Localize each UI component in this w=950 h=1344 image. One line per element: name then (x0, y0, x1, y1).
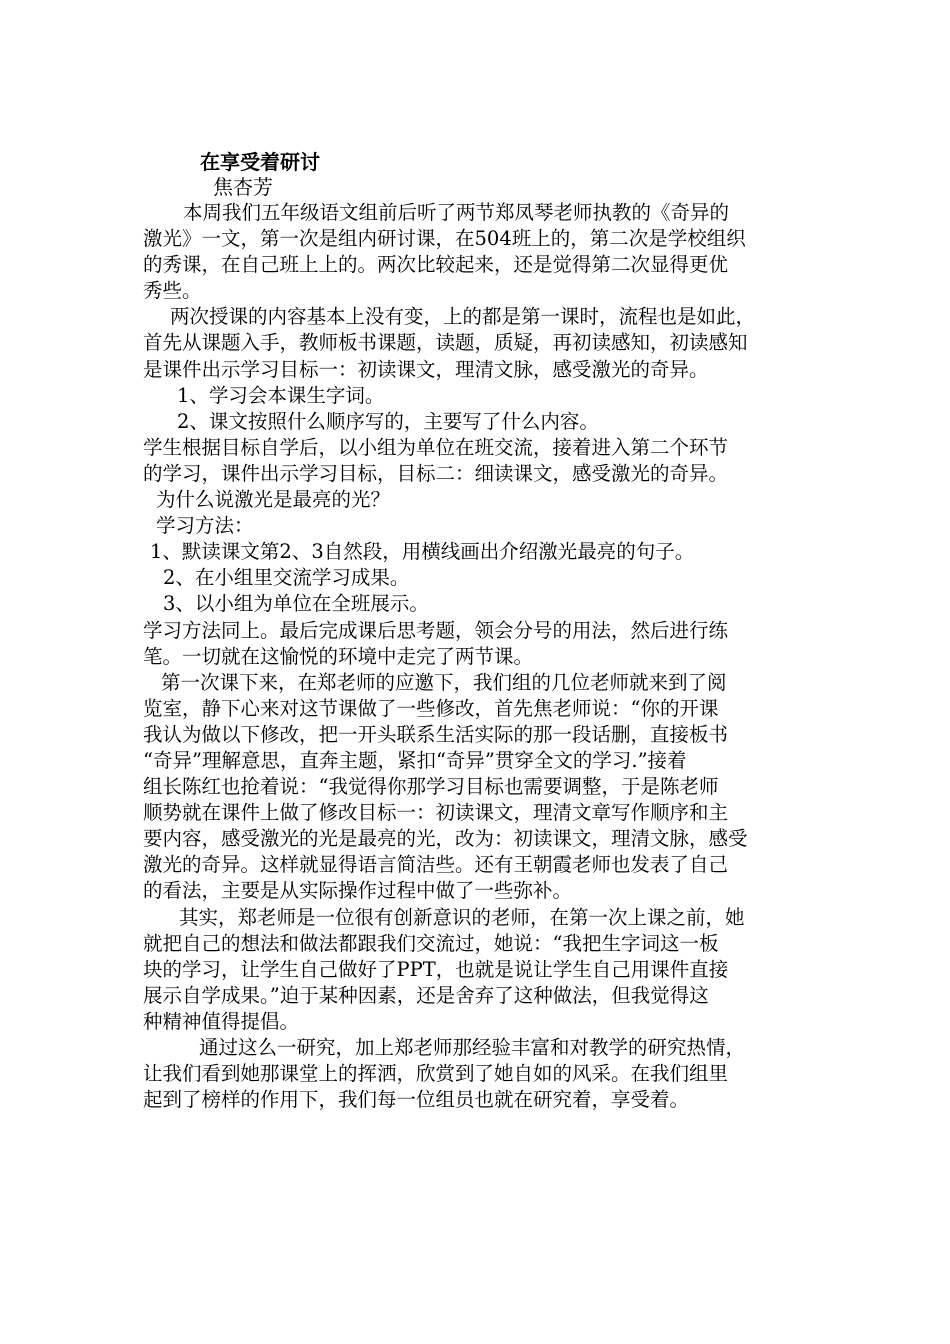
text-line: 两次授课的内容基本上没有变，上的都是第一课时，流程也是如此， (170, 305, 756, 329)
text-line: 秀些。 (143, 279, 202, 303)
text-line: 览室，静下心来对这节课做了一些修改，首先焦老师说：“你的开课 (143, 696, 719, 720)
document-title: 在享受着研讨 (200, 150, 320, 174)
text-line: 块的学习，让学生自己做好了PPT，也就是说让学生自己用课件直接 (143, 957, 729, 981)
text-line: 1、学习会本课生字词。 (177, 383, 385, 407)
text-line: 是课件出示学习目标一：初读课文，理清文脉，感受激光的奇异。 (143, 357, 709, 381)
text-line: 的学习，课件出示学习目标，目标二：细读课文，感受激光的奇异。 (143, 461, 729, 485)
text-line: 种精神值得提倡。 (143, 1009, 300, 1033)
text-line: 的秀课，在自己班上上的。两次比较起来，还是觉得第二次显得更优 (143, 253, 729, 277)
text-line: 要内容，感受激光的光是最亮的光，改为：初读课文，理清文脉，感受 (143, 827, 748, 851)
text-line: 学生根据目标自学后，以小组为单位在班交流，接着进入第二个环节 (143, 435, 729, 459)
text-line: 2、课文按照什么顺序写的，主要写了什么内容。 (177, 409, 599, 433)
text-line: 2、在小组里交流学习成果。 (163, 566, 410, 590)
text-line: 为什么说激光是最亮的光？ (156, 488, 391, 512)
text-line: 第一次课下来，在郑老师的应邀下，我们组的几位老师就来到了阅 (161, 670, 727, 694)
text-line: 首先从课题入手，教师板书课题，读题，质疑，再初读感知，初读感知 (143, 331, 748, 355)
text-line: 1、默读课文第2、3自然段，用横线画出介绍激光最亮的句子。 (150, 540, 695, 564)
text-line: 笔。一切就在这愉悦的环境中走完了两节课。 (143, 644, 534, 668)
text-line: 顺势就在课件上做了修改目标一：初读课文，理清文章写作顺序和主 (143, 801, 729, 825)
text-line: 起到了榜样的作用下，我们每一位组员也就在研究着，享受着。 (143, 1088, 690, 1112)
text-line: 就把自己的想法和做法都跟我们交流过，她说：“我把生字词这一板 (143, 931, 719, 955)
text-line: 学习方法： (156, 514, 254, 538)
text-line: 激光》一文，第一次是组内研讨课，在504班上的，第二次是学校组织 (143, 227, 746, 251)
text-line: “奇异”理解意思，直奔主题，紧扣“奇异”贯穿全文的学习.”接着 (143, 748, 687, 772)
text-line: 学习方法同上。最后完成课后思考题，领会分号的用法，然后进行练 (143, 618, 729, 642)
text-line: 激光的奇异。这样就显得语言简洁些。还有王朝霞老师也发表了自己 (143, 853, 729, 877)
text-line: 3、以小组为单位在全班展示。 (163, 592, 429, 616)
text-line: 其实，郑老师是一位很有创新意识的老师，在第一次上课之前，她 (179, 905, 745, 929)
text-line: 让我们看到她那课堂上的挥洒，欣赏到了她自如的风采。在我们组里 (143, 1062, 729, 1086)
text-line: 展示自学成果。”迫于某种因素，还是舍弃了这种做法，但我觉得这 (143, 983, 709, 1007)
document-body (143, 200, 823, 1113)
text-line: 组长陈红也抢着说：“我觉得你那学习目标也需要调整，于是陈老师 (143, 775, 719, 799)
document-author: 焦杏芳 (213, 175, 273, 199)
text-line: 我认为做以下修改，把一开头联系生活实际的那一段话删，直接板书 (143, 722, 729, 746)
text-line: 本周我们五年级语文组前后听了两节郑凤琴老师执教的《奇异的 (183, 201, 730, 224)
text-line: 通过这么一研究，加上郑老师那经验丰富和对教学的研究热情， (199, 1036, 746, 1059)
text-line: 的看法，主要是从实际操作过程中做了一些弥补。 (143, 879, 573, 903)
